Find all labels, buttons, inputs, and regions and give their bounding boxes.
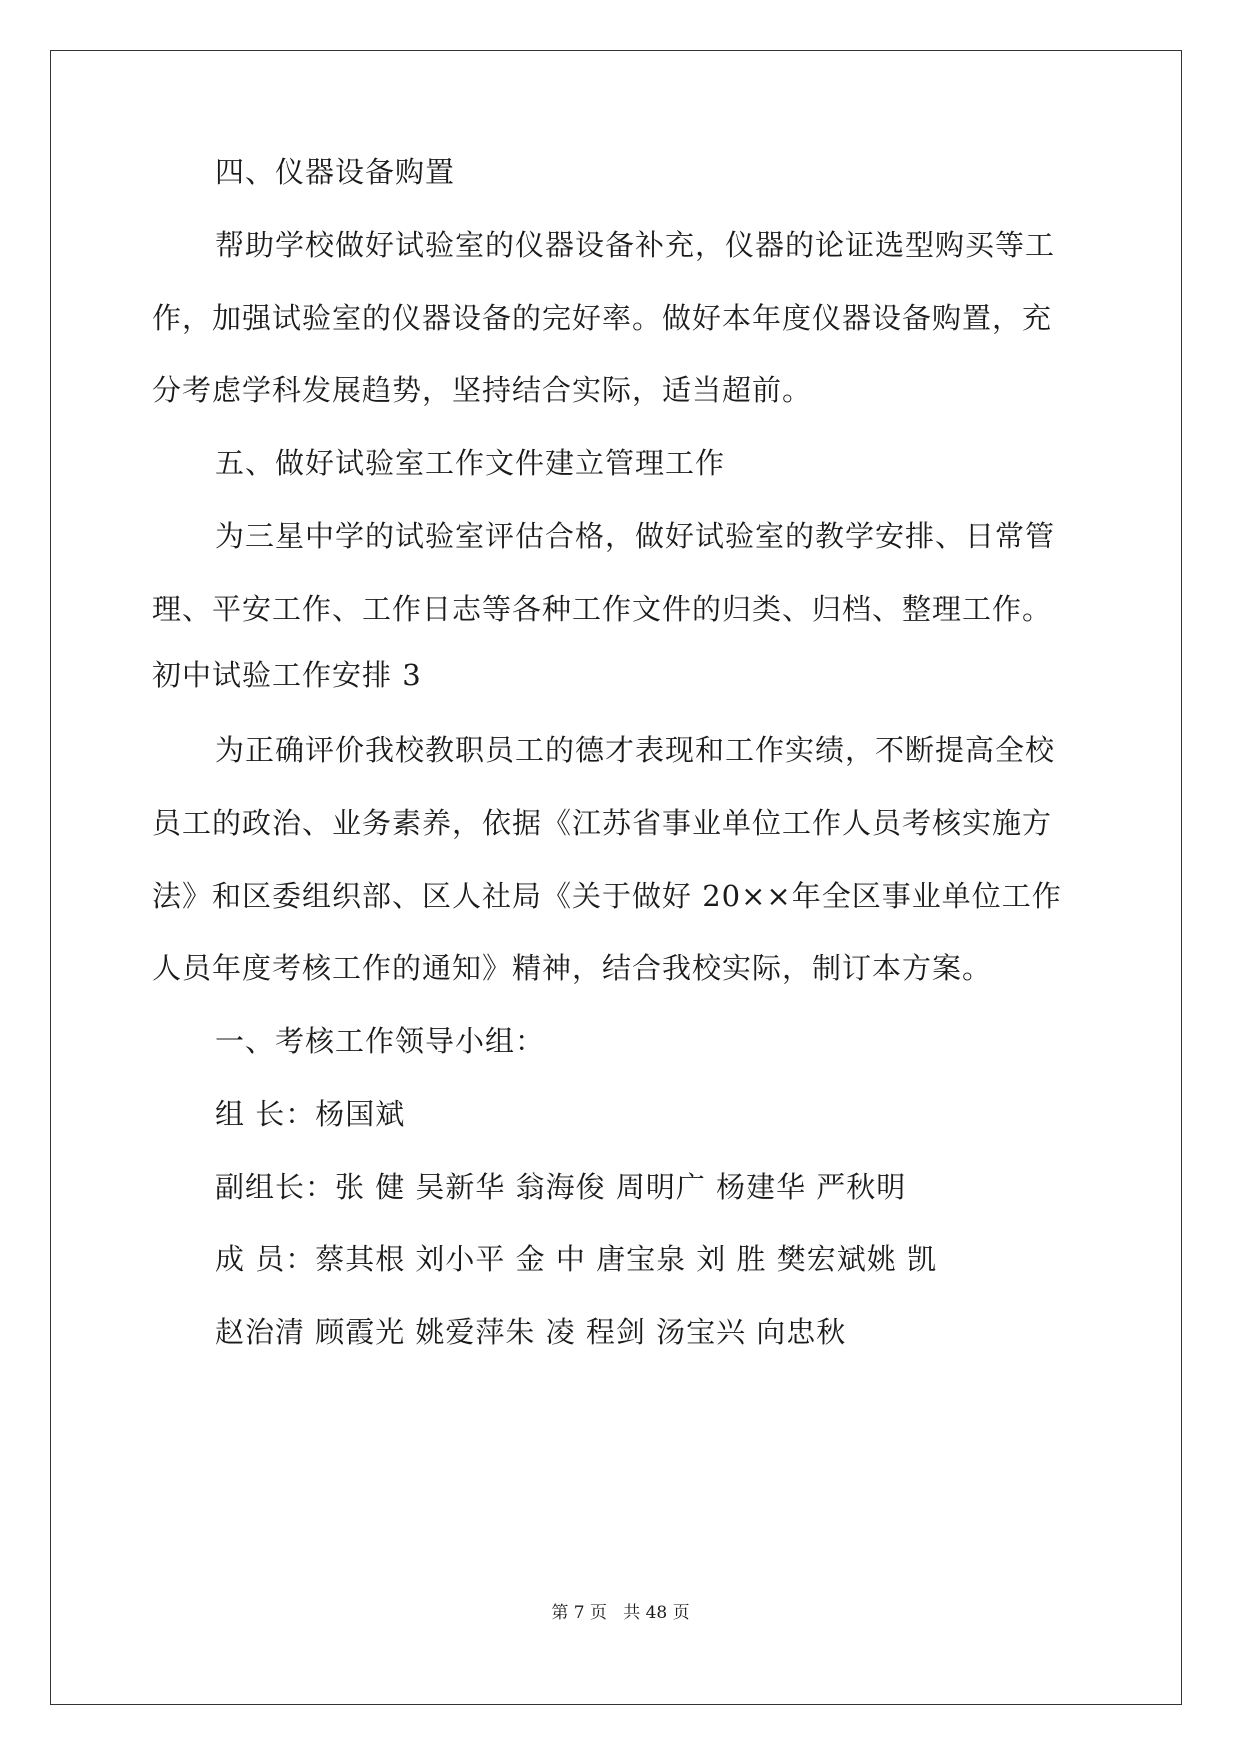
- document-subtitle: 初中试验工作安排 3: [152, 658, 422, 692]
- deputy-leaders-line: 副组长：张 健 吴新华 翁海俊 周明广 杨建华 严秋明: [215, 1170, 907, 1204]
- section-heading-equipment: 四、仪器设备购置: [215, 155, 456, 189]
- paragraph-line: 帮助学校做好试验室的仪器设备补充，仪器的论证选型购买等工: [215, 228, 1056, 262]
- members-line-continued: 赵治清 顾霞光 姚爱萍朱 凌 程剑 汤宝兴 向忠秋: [215, 1315, 847, 1349]
- paragraph-line: 人员年度考核工作的通知》精神，结合我校实际，制订本方案。: [152, 951, 993, 985]
- section-heading-documents: 五、做好试验室工作文件建立管理工作: [215, 446, 726, 480]
- team-leader-line: 组 长：杨国斌: [215, 1097, 406, 1131]
- paragraph-line: 为三星中学的试验室评估合格，做好试验室的教学安排、日常管: [215, 519, 1056, 553]
- paragraph-line: 作，加强试验室的仪器设备的完好率。做好本年度仪器设备购置，充: [152, 301, 1053, 335]
- paragraph-line: 理、平安工作、工作日志等各种工作文件的归类、归档、整理工作。: [152, 592, 1053, 626]
- members-line: 成 员：蔡其根 刘小平 金 中 唐宝泉 刘 胜 樊宏斌姚 凯: [215, 1242, 937, 1276]
- page-number-footer: 第 7 页 共 48 页: [551, 1603, 690, 1623]
- paragraph-line: 分考虑学科发展趋势，坚持结合实际，适当超前。: [152, 373, 813, 407]
- paragraph-line: 员工的政治、业务素养，依据《江苏省事业单位工作人员考核实施方: [152, 806, 1053, 840]
- section-heading-leadership: 一、考核工作领导小组：: [215, 1024, 546, 1058]
- paragraph-line: 为正确评价我校教职员工的德才表现和工作实绩，不断提高全校: [215, 733, 1056, 767]
- paragraph-line: 法》和区委组织部、区人社局《关于做好 20××年全区事业单位工作: [152, 879, 1062, 913]
